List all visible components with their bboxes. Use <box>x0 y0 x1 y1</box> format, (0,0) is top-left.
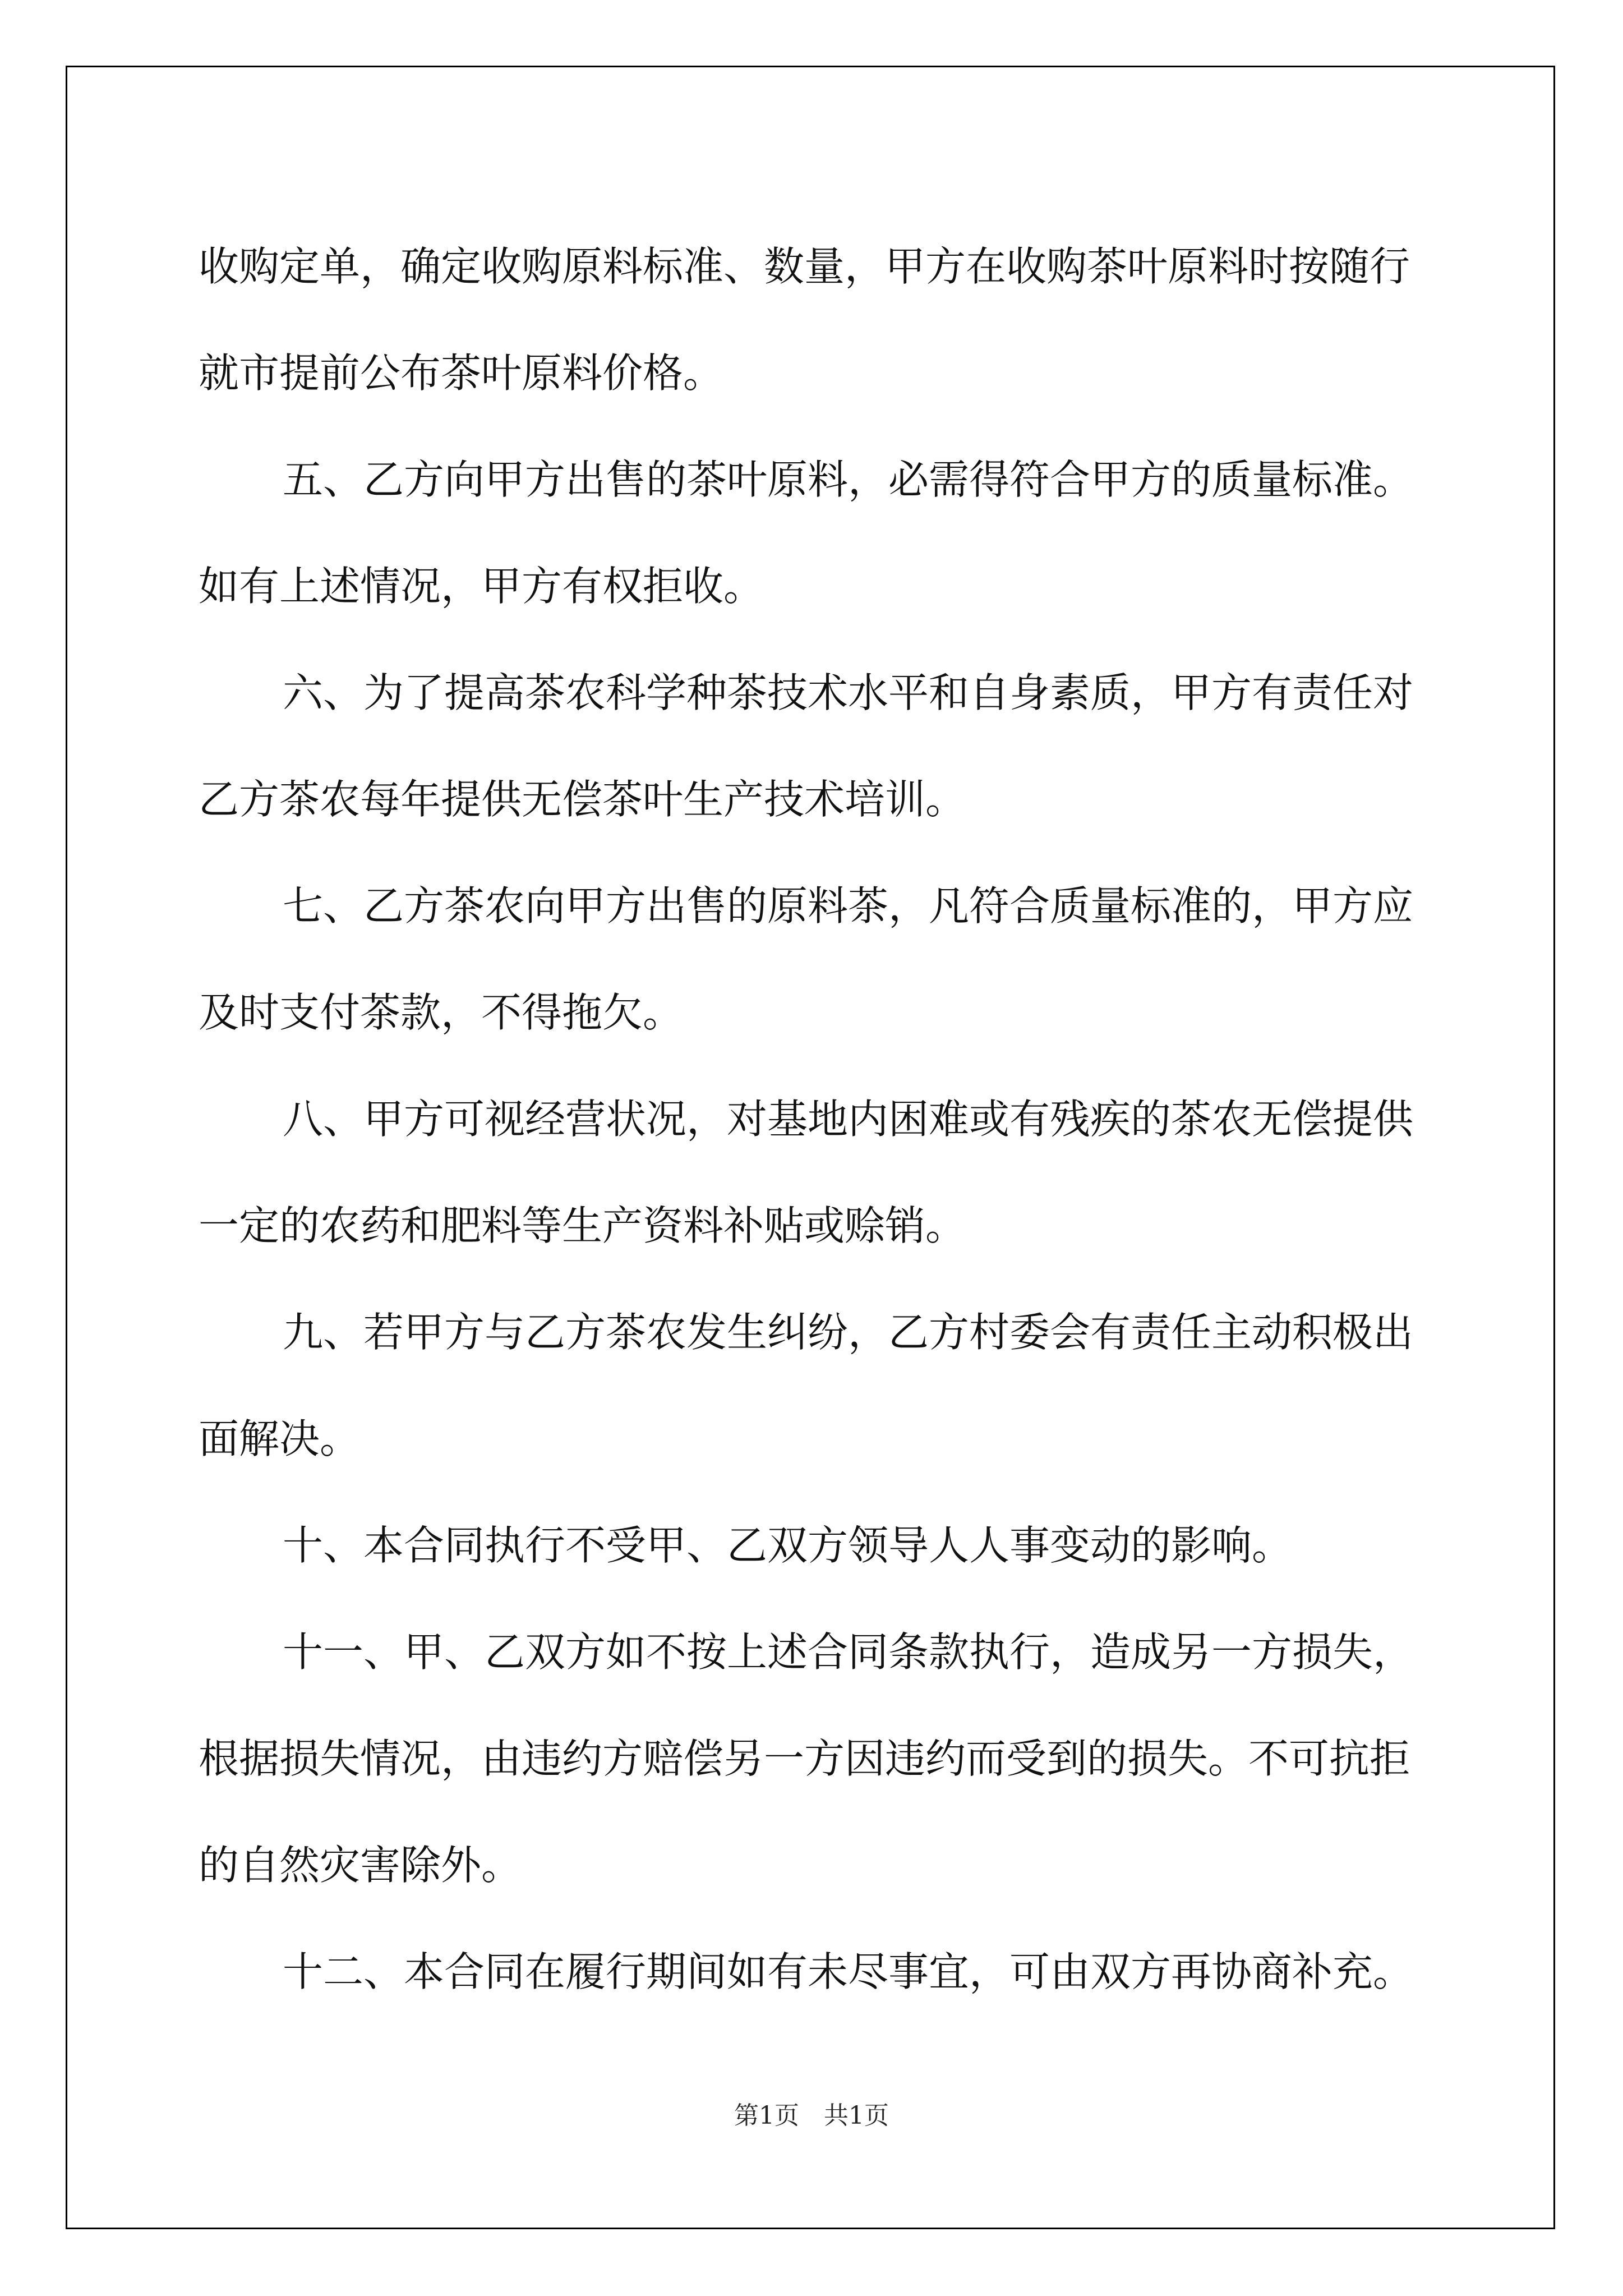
clause-5: 五、乙方向甲方出售的茶叶原料，必需得符合甲方的质量标准。 <box>283 456 1414 503</box>
clause-9: 九、若甲方与乙方茶农发生纠纷，乙方村委会有责任主动积极出 <box>283 1309 1414 1356</box>
clause-12: 十二、本合同在履行期间如有未尽事宜，可由双方再协商补充。 <box>283 1948 1414 1995</box>
text-line: 面解决。 <box>199 1415 361 1462</box>
text-line: 收购定单，确定收购原料标准、数量，甲方在收购茶叶原料时按随行 <box>199 243 1410 290</box>
page-footer <box>0 2095 1623 2131</box>
clause-11: 十一、甲、乙双方如不按上述合同条款执行，造成另一方损失， <box>283 1628 1414 1676</box>
page-total: 共1页 <box>824 2101 889 2130</box>
document-body <box>199 213 1432 2025</box>
page-number: 第1页 <box>734 2101 799 2130</box>
text-line: 的自然灾害除外。 <box>199 1842 522 1889</box>
text-line: 乙方茶农每年提供无偿茶叶生产技术培训。 <box>199 776 966 823</box>
clause-6: 六、为了提高茶农科学种茶技术水平和自身素质，甲方有责任对 <box>283 669 1414 716</box>
text-line: 如有上述情况，甲方有权拒收。 <box>199 563 764 610</box>
clause-10: 十、本合同执行不受甲、乙双方领导人人事变动的影响。 <box>283 1522 1293 1569</box>
clause-7: 七、乙方茶农向甲方出售的原料茶，凡符合质量标准的，甲方应 <box>283 882 1414 930</box>
text-line: 就市提前公布茶叶原料价格。 <box>199 349 724 397</box>
text-line: 及时支付茶款，不得拖欠。 <box>199 989 684 1036</box>
text-line: 根据损失情况，由违约方赔偿另一方因违约而受到的损失。不可抗拒 <box>199 1735 1410 1782</box>
clause-8: 八、甲方可视经营状况，对基地内困难或有残疾的茶农无偿提供 <box>283 1096 1414 1143</box>
text-line: 一定的农药和肥料等生产资料补贴或赊销。 <box>199 1202 966 1249</box>
